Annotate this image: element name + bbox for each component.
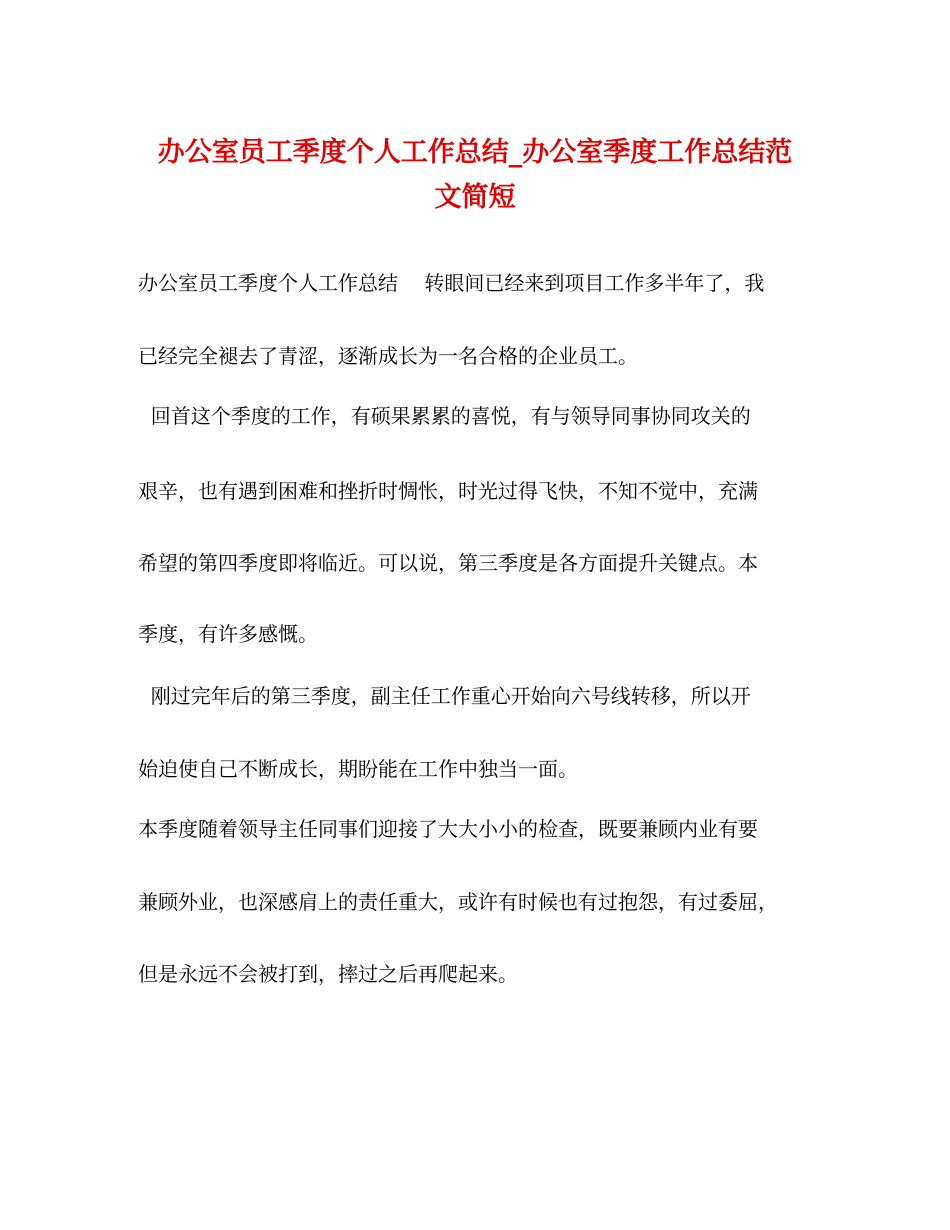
body-text-line: 办公室员工季度个人工作总结 转眼间已经来到项目工作多半年了，我 [138,271,765,295]
body-text-line: 始迫使自己不断成长，期盼能在工作中独当一面。 [138,757,578,781]
body-text-line: 季度，有许多感慨。 [138,622,318,646]
document-title-line-1: 办公室员工季度个人工作总结_办公室季度工作总结范 [157,137,793,168]
body-text-line: 已经完全褪去了青涩，逐渐成长为一名合格的企业员工。 [138,344,638,368]
body-text-line: 艰辛，也有遇到困难和挫折时惆怅，时光过得飞快，不知不觉中，充满 [138,479,758,503]
body-text-line: 本季度随着领导主任同事们迎接了大大小小的检查，既要兼顾内业有要 [138,817,758,841]
body-text-line: 兼顾外业，也深感肩上的责任重大，或许有时候也有过抱怨，有过委屈， [138,890,778,914]
body-text-line: 刚过完年后的第三季度，副主任工作重心开始向六号线转移，所以开 [138,684,751,708]
body-text-line: 希望的第四季度即将临近。可以说，第三季度是各方面提升关键点。本 [138,551,758,575]
body-text-line: 回首这个季度的工作，有硕果累累的喜悦，有与领导同事协同攻关的 [138,404,751,428]
body-text-line: 但是永远不会被打到，摔过之后再爬起来。 [138,962,518,986]
document-title-line-2: 文简短 [434,182,516,213]
